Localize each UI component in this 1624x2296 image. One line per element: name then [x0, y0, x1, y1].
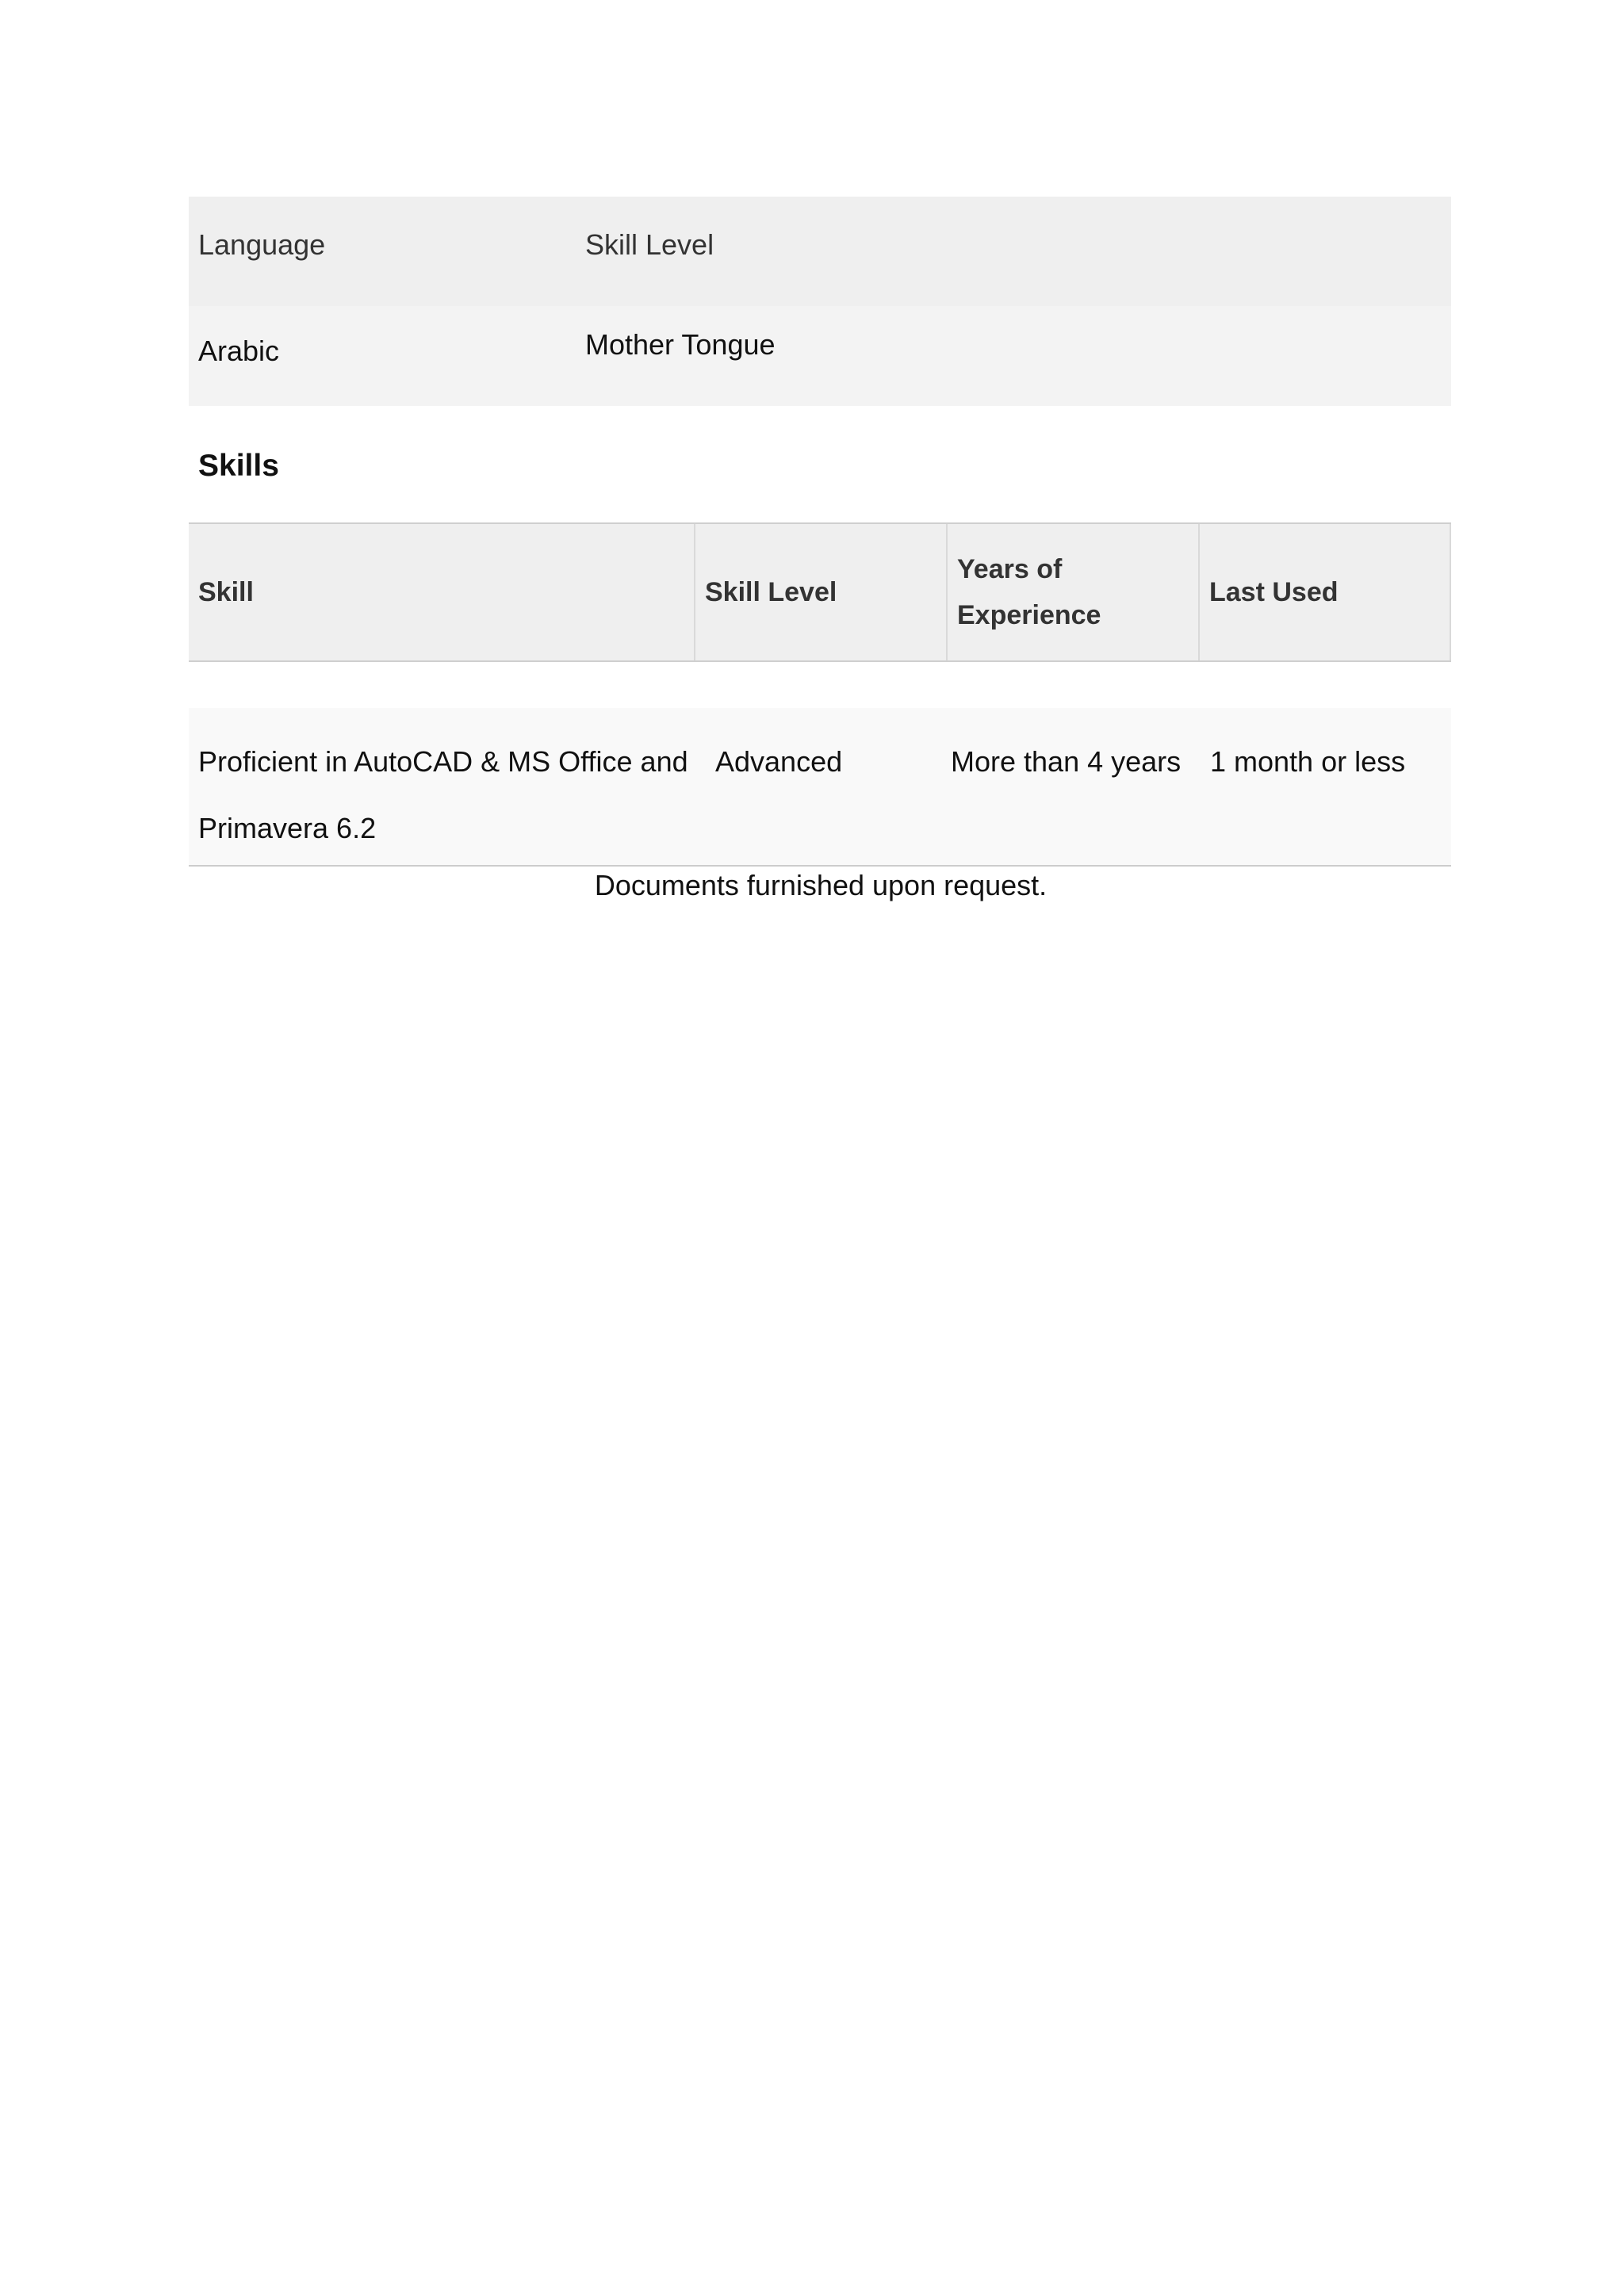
skill-level-column-header: Skill Level	[585, 228, 714, 261]
years-of-experience-column-header: Years of Experience	[946, 524, 1198, 660]
footer-note: Documents furnished upon request.	[594, 869, 1048, 901]
last-used-cell: 1 month or less	[1210, 745, 1406, 778]
skill-cell: Proficient in AutoCAD & MS Office and Primavera 6.2	[198, 745, 688, 844]
language-cell: Arabic	[198, 335, 280, 367]
table-row	[189, 306, 1451, 406]
skills-table-header	[189, 522, 1451, 662]
language-table-header	[189, 197, 1451, 306]
years-of-experience-cell: More than 4 years	[951, 745, 1182, 778]
skill-level-cell: Advanced	[715, 745, 843, 778]
last-used-column-header: Last Used	[1198, 524, 1451, 660]
skills-section-title: Skills	[198, 449, 279, 483]
skill-level-column-header: Skill Level	[694, 524, 946, 660]
language-column-header: Language	[198, 228, 326, 261]
table-row	[189, 708, 1451, 867]
language-skill-level-cell: Mother Tongue	[585, 328, 776, 361]
skill-column-header: Skill	[198, 577, 254, 607]
language-table	[189, 197, 1451, 406]
